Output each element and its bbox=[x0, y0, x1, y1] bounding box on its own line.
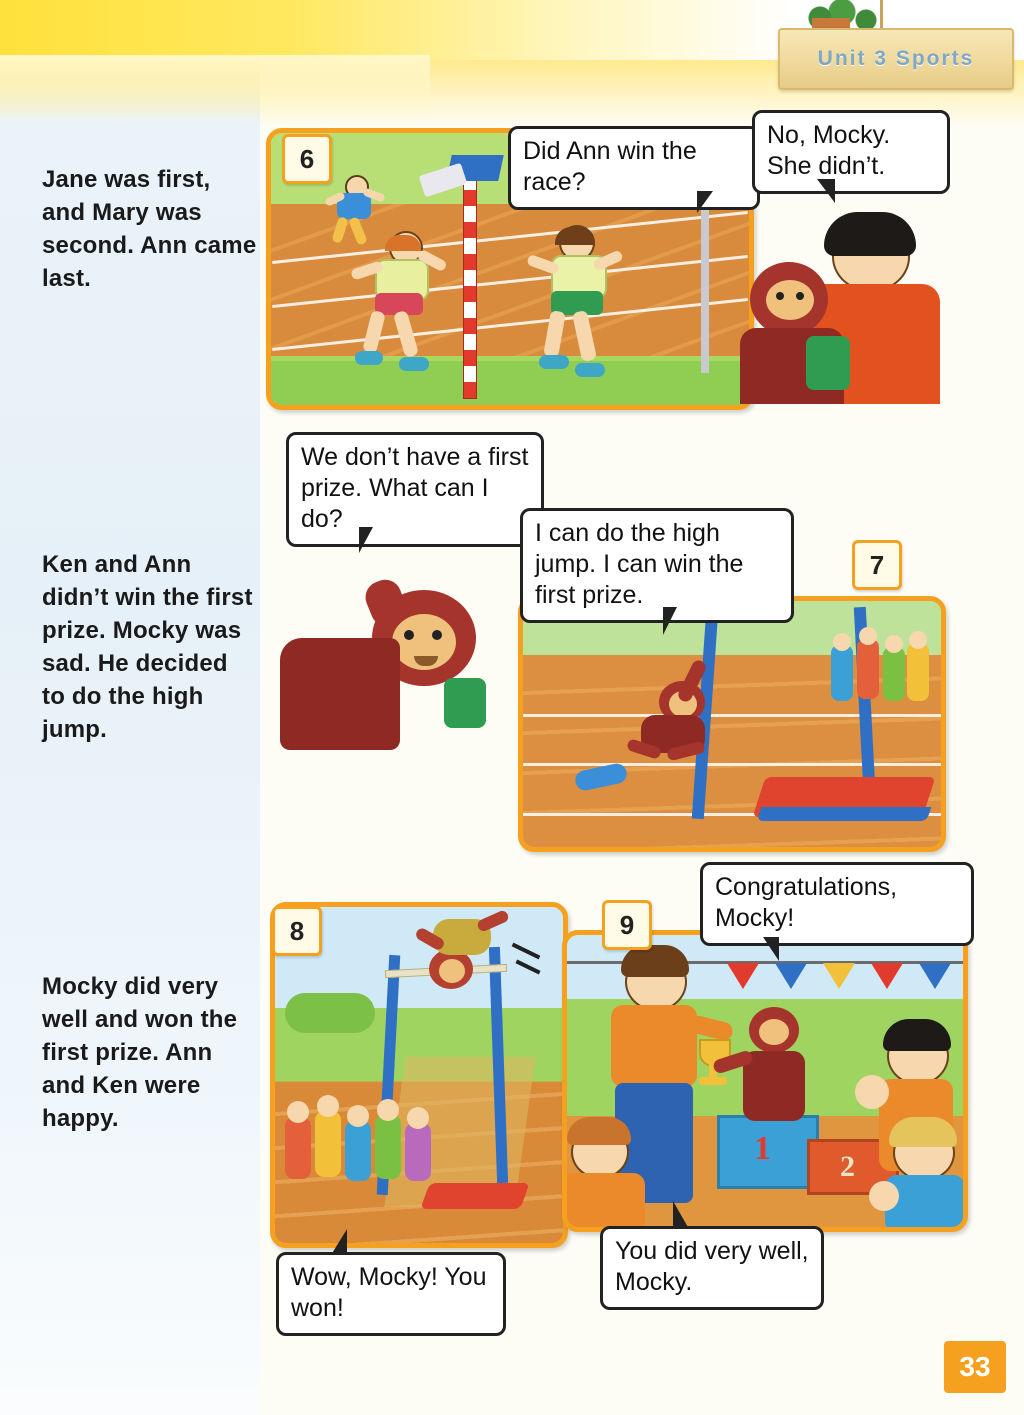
panel9-boy-blond bbox=[867, 1125, 963, 1229]
panel7-crowd bbox=[827, 625, 937, 715]
panel7-lane-2 bbox=[523, 763, 941, 766]
bubble-tail bbox=[817, 179, 835, 203]
panel6-foreground-grass bbox=[271, 361, 749, 405]
speech-bubble-5 bbox=[700, 862, 974, 946]
bubble-tail bbox=[359, 527, 373, 553]
speech-bubble-3 bbox=[286, 432, 544, 547]
comic-panel-9 bbox=[562, 930, 968, 1232]
comic-panel-7 bbox=[518, 596, 946, 852]
panel9-mocky-winner bbox=[727, 1007, 817, 1123]
mocky-face bbox=[766, 280, 814, 320]
podium-first-place bbox=[717, 1115, 819, 1189]
unit-banner bbox=[778, 28, 1014, 90]
panel8-landing-mat bbox=[420, 1183, 529, 1209]
banner-string bbox=[880, 0, 883, 30]
bubble-tail bbox=[663, 607, 677, 635]
narrative-paragraph-2: Ken and Ann didn’t win the first prize. Mocky was sad. He decided to do the high jump. bbox=[42, 551, 253, 743]
mocky-eye-left bbox=[776, 292, 784, 300]
page-number bbox=[944, 1341, 1006, 1393]
speech-bubble-5-text: Congratulations, Mocky! bbox=[715, 873, 898, 932]
panel-number-8: 8 bbox=[272, 906, 322, 956]
speech-bubble-6 bbox=[276, 1252, 506, 1336]
narrative-paragraph-1: Jane was first, and Mary was second. Ann came last. bbox=[42, 166, 257, 292]
speech-bubble-1-text: Did Ann win the race? bbox=[523, 137, 697, 196]
mocky-eye-right bbox=[796, 292, 804, 300]
panel7-mat-base bbox=[757, 807, 932, 821]
page-top-fade bbox=[0, 55, 430, 125]
speech-bubble-4 bbox=[520, 508, 794, 623]
bubble-tail bbox=[331, 1229, 347, 1255]
speech-bubble-3-text: We don’t have a first prize. What can I do? bbox=[301, 443, 529, 533]
bubble-tail bbox=[673, 1201, 689, 1229]
panel8-crowd bbox=[281, 1087, 461, 1197]
page-number-label: 33 bbox=[959, 1351, 991, 1382]
boy-hair bbox=[824, 212, 916, 256]
podium-second-label: 2 bbox=[840, 1150, 855, 1183]
mocky-and-boy-group bbox=[740, 218, 950, 408]
panel7-mocky-running bbox=[619, 675, 729, 771]
narrative-paragraph-3: Mocky did very well and won the first prize. Ann and Ken were happy. bbox=[42, 973, 238, 1132]
speech-bubble-2-text: No, Mocky. She didn’t. bbox=[767, 121, 891, 180]
bubble-tail bbox=[763, 937, 779, 961]
mocky-backpack bbox=[806, 336, 850, 390]
panel8-bush bbox=[285, 993, 375, 1033]
speech-bubble-7-text: You did very well, Mocky. bbox=[615, 1237, 809, 1296]
mocky-thinking-eye-left bbox=[404, 630, 414, 640]
bubble-tail bbox=[697, 191, 713, 213]
mocky-thinking-body bbox=[280, 638, 400, 750]
speech-bubble-1 bbox=[508, 126, 760, 210]
mocky-thinking bbox=[280, 580, 510, 750]
panel9-child-foreground bbox=[562, 1125, 657, 1229]
speech-bubble-2 bbox=[752, 110, 950, 194]
mocky-thinking-backpack bbox=[444, 678, 486, 728]
speech-bubble-4-text: I can do the high jump. I can win the first prize. bbox=[535, 519, 744, 609]
speech-bubble-7 bbox=[600, 1226, 824, 1310]
speech-bubble-6-text: Wow, Mocky! You won! bbox=[291, 1263, 487, 1322]
panel6-finish-pole bbox=[463, 157, 477, 399]
panel8-mocky-jumping bbox=[415, 915, 505, 991]
panel-number-7: 7 bbox=[852, 540, 902, 590]
podium-first-label: 1 bbox=[754, 1130, 771, 1167]
panel-number-6: 6 bbox=[282, 134, 332, 184]
mocky-thinking-eye-right bbox=[432, 630, 442, 640]
unit-banner-label: Unit 3 Sports bbox=[817, 47, 975, 70]
panel-number-9: 9 bbox=[602, 900, 652, 950]
